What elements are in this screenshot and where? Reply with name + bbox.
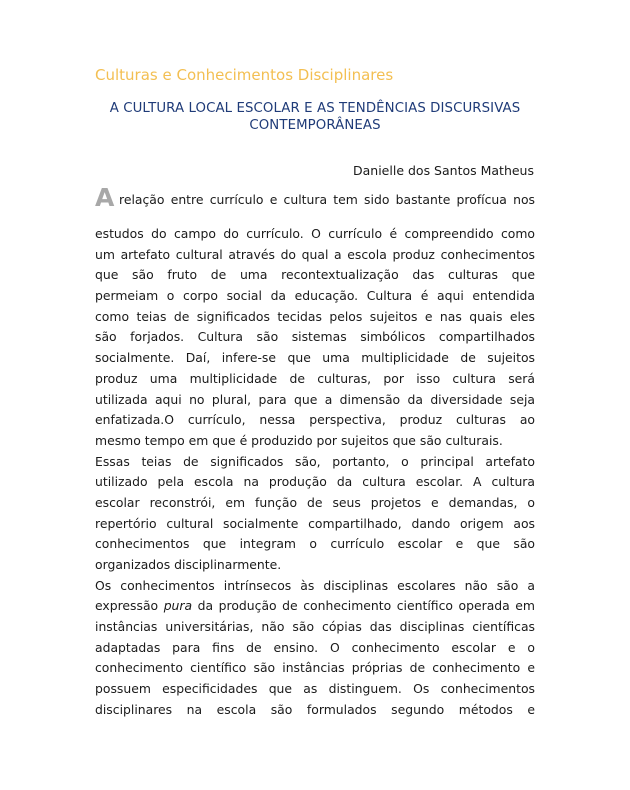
article-title <box>95 100 535 134</box>
text-line: organizados disciplinarmente. <box>95 557 282 572</box>
first-paragraph-line: relação entre currículo e cultura tem sido bastante profícua nos <box>119 192 535 207</box>
italic-word: pura <box>163 598 193 614</box>
text-line: conhecimento científico são instâncias próprias de conhecimento e <box>95 660 535 676</box>
article-title-line-2: CONTEMPORÂNEAS <box>249 118 381 133</box>
text-line: estudos do campo do currículo. O currículo é compreendido como <box>95 226 535 241</box>
text-line: Essas teias de significados são, portanto, o principal artefato <box>95 453 535 469</box>
text-line: utilizada aqui no plural, para que a dimensão da diversidade seja <box>95 391 535 407</box>
text-line: produz uma multiplicidade de culturas, por isso cultura será <box>95 370 535 386</box>
text-line: que são fruto de uma recontextualização das culturas que <box>95 267 535 283</box>
text-line: possuem especificidades que as distinguem. Os conhecimentos <box>95 681 535 697</box>
text-fragment: expressão <box>95 598 164 614</box>
text-line: permeiam o corpo social da educação. Cultura é aqui entendida <box>95 288 535 304</box>
text-line: um artefato cultural através do qual a escola produz conhecimentos <box>95 246 535 262</box>
text-line: disciplinares na escola são formulados segundo métodos e <box>95 701 535 717</box>
text-line: conhecimentos que integram o currículo escolar e que são <box>95 536 535 552</box>
drop-cap: A <box>95 183 115 212</box>
text-line: instâncias universitárias, não são cópias das disciplinas científicas <box>95 619 535 635</box>
text-fragment: da produção de conhecimento científico operada em <box>192 598 535 614</box>
text-line: adaptadas para fins de ensino. O conhecimento escolar e o <box>95 639 535 655</box>
text-line: Os conhecimentos intrínsecos às disciplinas escolares não são a <box>95 577 535 593</box>
text-line <box>95 596 535 617</box>
body-text <box>95 224 535 721</box>
article-title-line-1: A CULTURA LOCAL ESCOLAR E AS TENDÊNCIAS DISCURSIVAS <box>109 101 521 116</box>
text-line: são forjados. Cultura são sistemas simbólicos compartilhados <box>95 329 535 345</box>
text-line: repertório cultural socialmente compartilhado, dando origem aos <box>95 515 535 531</box>
text-line: utilizado pela escola na produção da cultura escolar. A cultura <box>95 474 535 490</box>
author-name: Danielle dos Santos Matheus <box>353 163 534 178</box>
text-line: enfatizada.O currículo, nessa perspectiva, produz culturas ao <box>95 412 535 428</box>
section-title: Culturas e Conhecimentos Disciplinares <box>95 66 394 84</box>
text-line: socialmente. Daí, infere-se que uma multiplicidade de sujeitos <box>95 350 535 366</box>
text-line: mesmo tempo em que é produzido por sujeitos que são culturais. <box>95 432 503 448</box>
text-line: como teias de significados tecidas pelos sujeitos e nas quais eles <box>95 308 535 324</box>
text-line: escolar reconstrói, em função de seus projetos e demandas, o <box>95 494 535 510</box>
